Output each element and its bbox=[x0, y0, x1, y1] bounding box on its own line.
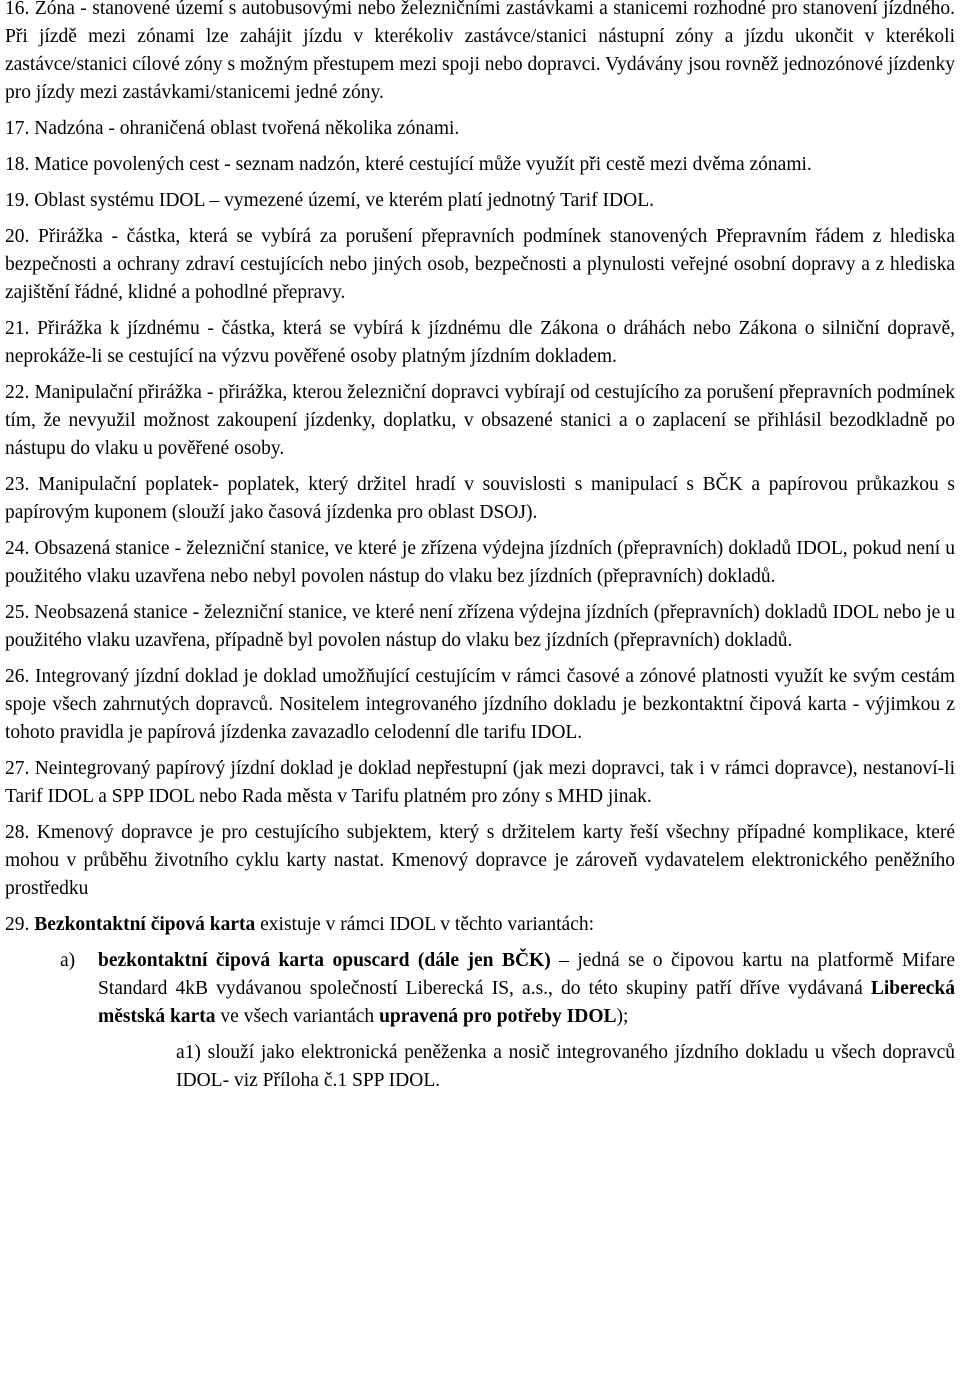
item-text: Přirážka - částka, která se vybírá za porušení přepravních podmínek stanovených Přepravním řádem z hlediska bezpečnosti a ochrany zdraví cestujících nebo jiných osob, bezpečnosti a plynulosti veřejné osobní dopravy a z hlediska zajištění řádné, klidné a pohodlné přepravy. bbox=[5, 226, 955, 303]
item-number: 29. bbox=[5, 914, 30, 935]
item-number: 17. bbox=[5, 118, 30, 139]
definition-item-27 bbox=[5, 755, 955, 811]
definition-item-24 bbox=[5, 535, 955, 591]
variant-text: ); bbox=[616, 1006, 629, 1027]
definition-item-28 bbox=[5, 819, 955, 903]
definition-item-17 bbox=[5, 115, 955, 143]
definition-item-21 bbox=[5, 315, 955, 371]
item-text: existuje v rámci IDOL v těchto variantách: bbox=[255, 914, 595, 935]
item-text: Nadzóna - ohraničená oblast tvořená několika zónami. bbox=[34, 118, 460, 139]
variant-term-bold: bezkontaktní čipová karta opuscard (dále jen BČK) bbox=[98, 950, 551, 971]
item-text: Matice povolených cest - seznam nadzón, které cestující může využít při cestě mezi dvěma zónami. bbox=[34, 154, 812, 175]
variant-a1: a1) slouží jako elektronická peněženka a nosič integrovaného jízdního dokladu u všech dopravců IDOL- viz Příloha č.1 SPP IDOL. bbox=[176, 1042, 955, 1091]
definition-item-25 bbox=[5, 599, 955, 655]
item-number: 22. bbox=[5, 382, 30, 403]
definition-item-22 bbox=[5, 379, 955, 463]
item-number: 19. bbox=[5, 190, 30, 211]
definition-item-29 bbox=[5, 911, 955, 939]
definition-item-23 bbox=[5, 471, 955, 527]
item-number: 18. bbox=[5, 154, 30, 175]
item-text: Obsazená stanice - železniční stanice, ve které je zřízena výdejna jízdních (přepravních) dokladů IDOL, pokud není u použitého vlaku uzavřena nebo nebyl povolen nástup do vlaku bez jízdních (přepravních) dokladů. bbox=[5, 538, 956, 587]
item-number: 26. bbox=[5, 666, 30, 687]
variant-text: – jedná se o čipovou kartu na platformě Mifare Standard 4kB vydávanou společností Liberecká IS, a.s., do této skupiny patří dříve vydávaná bbox=[98, 950, 955, 999]
definition-list bbox=[5, 0, 955, 903]
item-term-bold: Bezkontaktní čipová karta bbox=[34, 914, 256, 935]
definition-item-18 bbox=[5, 151, 955, 179]
item-number: 23. bbox=[5, 474, 30, 495]
item-text: Manipulační přirážka - přirážka, kterou železniční dopravci vybírají od cestujícího za porušení přepravních podmínek tím, že nevyužil možnost zakoupení jízdenky, doplatku, v obsazené stanici a o zaplacení se přihlásil bezodkladně po nástupu do vlaku u pověřené osoby. bbox=[5, 382, 956, 459]
item-text: Kmenový dopravce je pro cestujícího subjektem, který s držitelem karty řeší všechny případné komplikace, které mohou v průběhu životního cyklu karty nastat. Kmenový dopravce je zároveň vydavatelem elektronického peněžního prostředku bbox=[5, 822, 956, 899]
definition-item-16 bbox=[5, 0, 955, 107]
variant-label: a) bbox=[60, 950, 76, 971]
item-number: 24. bbox=[5, 538, 30, 559]
variant-a bbox=[60, 947, 955, 1031]
definition-item-26 bbox=[5, 663, 955, 747]
item-number: 25. bbox=[5, 602, 30, 623]
item-number: 28. bbox=[5, 822, 30, 843]
item-text: Manipulační poplatek- poplatek, který držitel hradí v souvislosti s manipulací s BČK a papírovou průkazkou s papírovým kuponem (slouží jako časová jízdenka pro oblast DSOJ). bbox=[5, 474, 955, 523]
item-text: Integrovaný jízdní doklad je doklad umožňující cestujícím v rámci časové a zónové platnosti využít ke svým cestám spoje všech zahrnutých dopravců. Nositelem integrovaného jízdního dokladu je bezkontaktní čipová karta - výjimkou z tohoto pravidla je papírová jízdenka zavazadlo celodenní dle tarifu IDOL. bbox=[5, 666, 955, 743]
definition-item-19 bbox=[5, 187, 955, 215]
variant-a-body bbox=[98, 947, 955, 1031]
variant-term-bold: upravená pro potřeby IDOL bbox=[379, 1006, 617, 1027]
item-text: Přirážka k jízdnému - částka, která se vybírá k jízdnému dle Zákona o dráhách nebo Zákona o silniční dopravě, neprokáže-li se cestující na výzvu pověřené osoby platným jízdním dokladem. bbox=[5, 318, 956, 367]
item-number: 21. bbox=[5, 318, 30, 339]
item-number: 20. bbox=[5, 226, 30, 247]
item-text: Neobsazená stanice - železniční stanice, ve které není zřízena výdejna jízdních (přepravních) dokladů IDOL nebo je u použitého vlaku uzavřena, případně byl povolen nástup do vlaku bez jízdních (přepravních) dokladů. bbox=[5, 602, 955, 651]
variant-term-bold: Liberecká městská karta bbox=[98, 978, 955, 1027]
item-text: Zóna - stanovené území s autobusovými nebo železničními zastávkami a stanicemi rozhodné pro stanovení jízdného. Při jízdě mezi zónami lze zahájit jízdu v kterékoliv zastávce/stanici nástupní zóny a jízdu ukončit v kterékoli zastávce/stanici cílové zóny s možným přestupem mezi spoji nebo dopravci. Vydávány jsou rovněž jednozónové jízdenky pro jízdy mezi zastávkami/stanicemi jedné zóny. bbox=[5, 0, 955, 103]
variant-text: ve všech variantách bbox=[215, 1006, 380, 1027]
definition-item-20 bbox=[5, 223, 955, 307]
item-number: 16. bbox=[5, 0, 30, 19]
item-text: Oblast systému IDOL – vymezené území, ve kterém platí jednotný Tarif IDOL. bbox=[34, 190, 655, 211]
item-text: Neintegrovaný papírový jízdní doklad je doklad nepřestupní (jak mezi dopravci, tak i v rámci dopravce), nestanoví-li Tarif IDOL a SPP IDOL nebo Rada města v Tarifu platném pro zóny s MHD jinak. bbox=[5, 758, 955, 807]
item-number: 27. bbox=[5, 758, 30, 779]
